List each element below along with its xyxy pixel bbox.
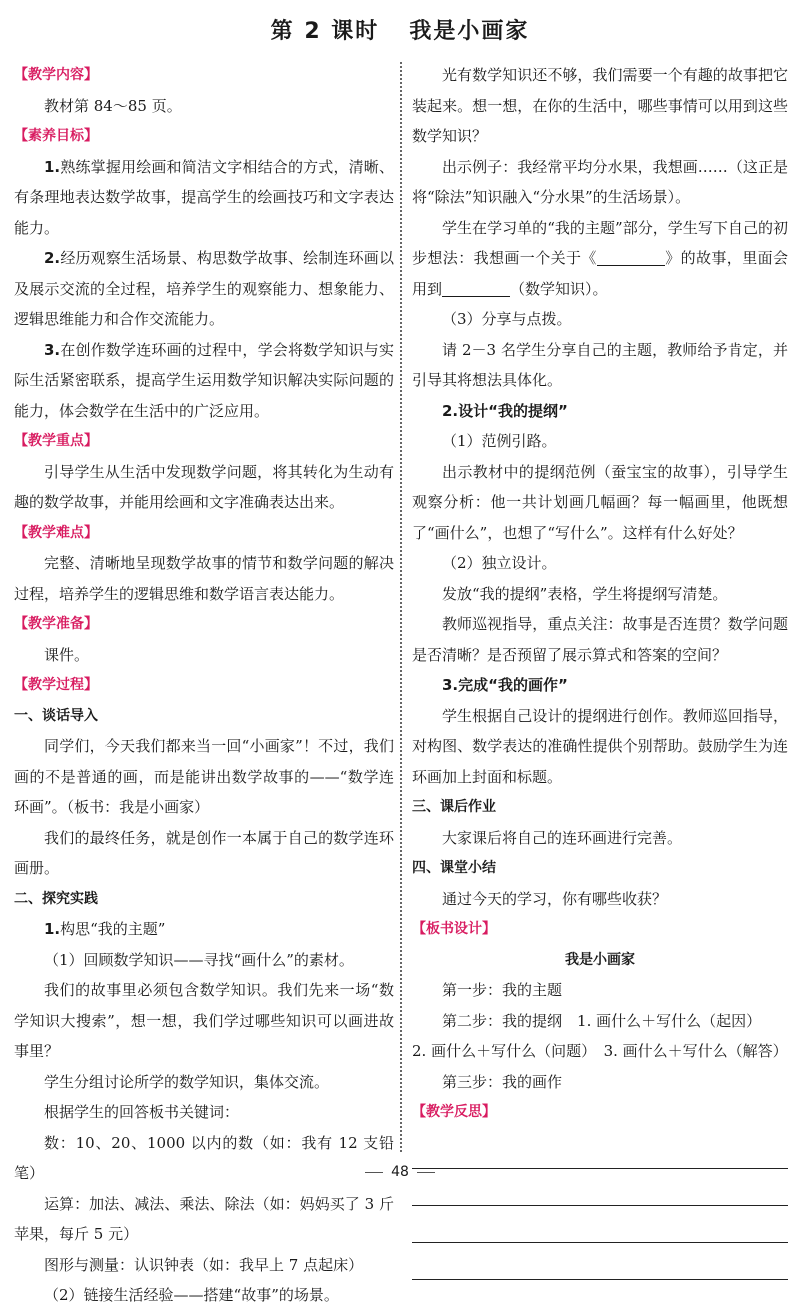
paragraph: 学生在学习单的“我的主题”部分，学生写下自己的初步想法：我想画一个关于《 》的故事，里面会用到 （数学知识）。 <box>412 218 788 298</box>
sub-heading: （2）链接生活经验——搭建“故事”的场景。 <box>44 1286 339 1304</box>
writing-line <box>412 1132 788 1169</box>
column-divider <box>400 62 402 1152</box>
prep-text: 课件。 <box>44 645 90 664</box>
step-heading: 2.设计“我的提纲” <box>442 401 568 420</box>
reflection-writing-lines <box>412 1132 788 1280</box>
paragraph: 发放“我的提纲”表格，学生将提纲写清楚。 <box>442 584 728 603</box>
paragraph: 根据学生的回答板书关键词： <box>44 1103 240 1121</box>
keyword-item: 数：10、20、1000 以内的数（如：我有 12 支铅笔） <box>14 1133 394 1182</box>
section-heading-intro: 一、谈话导入 <box>14 707 98 724</box>
step-heading: 3.完成“我的画作” <box>442 676 568 694</box>
sub-heading: （2）独立设计。 <box>442 554 557 572</box>
paragraph: 教师巡视指导，重点关注：故事是否连贯？数学问题是否清晰？是否预留了展示算式和答案的空间？ <box>412 615 788 664</box>
board-design <box>412 945 788 1098</box>
page-number: 48 <box>391 1164 409 1180</box>
fill-blank <box>597 247 665 266</box>
section-tag-difficulty: 【教学难点】 <box>14 524 98 541</box>
lesson-number: 第 2 课时 <box>270 19 380 44</box>
sub-heading: （1）回顾数学知识——寻找“画什么”的素材。 <box>44 950 354 969</box>
paragraph: 出示例子：我经常平均分水果，我想画……（这正是将“除法”知识融入“分水果”的生活场景）。 <box>412 157 788 206</box>
paragraph: 大家课后将自己的连环画进行完善。 <box>442 828 683 847</box>
paragraph: 通过今天的学习，你有哪些收获？ <box>442 889 668 908</box>
paragraph: 学生分组讨论所学的数学知识，集体交流。 <box>44 1072 330 1091</box>
board-line: 第三步：我的画作 <box>442 1072 563 1091</box>
fill-blank <box>442 278 510 297</box>
step-heading: 1.构思“我的主题” <box>44 920 166 938</box>
section-heading-homework: 三、课后作业 <box>412 799 496 815</box>
lesson-title <box>0 14 800 45</box>
keyword-item: 图形与测量：认识钟表（如：我早上 7 点起床） <box>44 1255 364 1274</box>
key-text: 引导学生从生活中发现数学问题，将其转化为生动有趣的数学故事，并能用绘画和文字准确表达出来。 <box>14 462 394 511</box>
section-tag-process: 【教学过程】 <box>14 677 98 693</box>
board-line: 第二步：我的提纲 1. 画什么＋写什么（起因） <box>442 1011 762 1030</box>
goal-item: 1.熟练掌握用绘画和简洁文字相结合的方式，清晰、有条理地表达数学故事，提高学生的绘画技巧和文字表达能力。 <box>14 157 394 237</box>
section-tag-prep: 【教学准备】 <box>14 616 98 632</box>
paragraph: 学生根据自己设计的提纲进行创作。教师巡回指导，对构图、数学表达的准确性提供个别帮助。鼓励学生为连环画加上封面和标题。 <box>412 706 788 786</box>
left-column <box>14 60 394 1311</box>
section-tag-goals: 【素养目标】 <box>14 128 98 144</box>
paragraph: 我们的最终任务，就是创作一本属于自己的数学连环画册。 <box>14 828 394 877</box>
board-line: 第一步：我的主题 <box>442 981 563 999</box>
paragraph: 同学们，今天我们都来当一回“小画家”！不过，我们画的不是普通的画，而是能讲出数学故事的——“数学连环画”。（板书：我是小画家） <box>14 737 394 816</box>
lesson-name: 我是小画家 <box>409 19 530 44</box>
paragraph: 出示教材中的提纲范例（蚕宝宝的故事），引导学生观察分析：他一共计划画几幅画？每一幅画里，他既想了“画什么”，也想了“写什么”。这样有什么好处？ <box>412 462 788 542</box>
board-title: 我是小画家 <box>565 951 635 968</box>
board-line: 2. 画什么＋写什么（问题） 3. 画什么＋写什么（解答） <box>412 1042 788 1060</box>
section-tag-board: 【板书设计】 <box>412 921 496 937</box>
paragraph: 光有数学知识还不够，我们需要一个有趣的故事把它装起来。想一想，在你的生活中，哪些事情可以用到这些数学知识？ <box>412 66 788 145</box>
section-heading-summary: 四、课堂小结 <box>412 860 496 876</box>
paragraph: 我们的故事里必须包含数学知识。我们先来一场“数学知识大搜索”，想一想，我们学过哪些知识可以画进故事里？ <box>14 981 394 1060</box>
right-column <box>412 60 788 1280</box>
goal-item: 2.经历观察生活场景、构思数学故事、绘制连环画以及展示交流的全过程，培养学生的观察能力、想象能力、逻辑思维能力和合作交流能力。 <box>14 249 394 328</box>
section-heading-practice: 二、探究实践 <box>14 890 98 907</box>
goal-item: 3.在创作数学连环画的过程中，学会将数学知识与实际生活紧密联系，提高学生运用数学知识解决实际问题的能力，体会数学在生活中的广泛应用。 <box>14 340 394 420</box>
keyword-item: 运算：加法、减法、乘法、除法（如：妈妈买了 3 斤苹果，每斤 5 元） <box>14 1194 394 1243</box>
sub-heading: （3）分享与点拨。 <box>442 310 572 328</box>
section-tag-key: 【教学重点】 <box>14 433 98 449</box>
section-tag-reflection: 【教学反思】 <box>412 1104 496 1120</box>
paragraph: 请 2－3 名学生分享自己的主题，教师给予肯定，并引导其将想法具体化。 <box>412 340 788 389</box>
section-tag-content: 【教学内容】 <box>14 67 98 83</box>
difficulty-text: 完整、清晰地呈现数学故事的情节和数学问题的解决过程，培养学生的逻辑思维和数学语言表达能力。 <box>14 554 394 603</box>
writing-line <box>412 1206 788 1243</box>
sub-heading: （1）范例引路。 <box>442 432 557 450</box>
content-text: 教材第 84～85 页。 <box>44 96 182 115</box>
page-footer <box>0 1164 800 1180</box>
writing-line <box>412 1243 788 1280</box>
